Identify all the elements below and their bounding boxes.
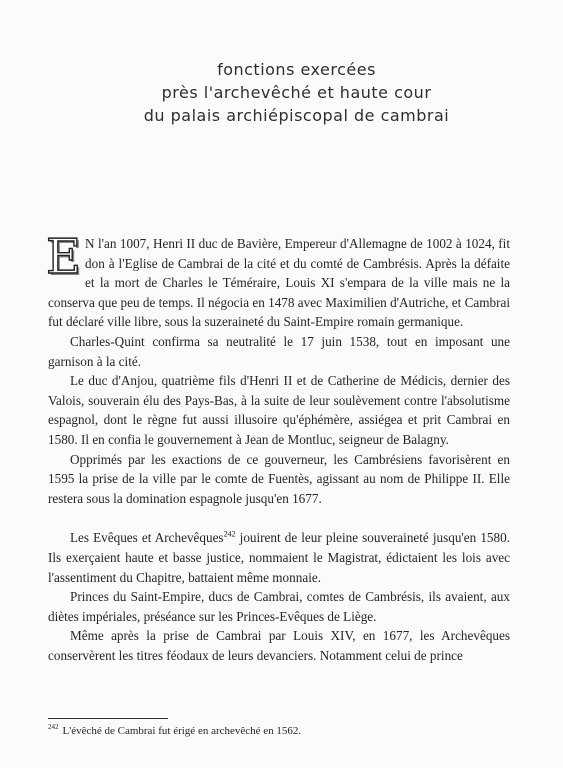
- paragraph-2: Charles-Quint confirma sa neutralité le 17 juin 1538, tout en imposant une garnison à la cité.: [48, 333, 510, 369]
- footnote-reference[interactable]: 242: [223, 529, 236, 539]
- chapter-title-line-2: près l'archevêché et haute cour: [161, 83, 432, 102]
- footnote-divider: [48, 718, 168, 719]
- footnote: [48, 724, 518, 738]
- paragraph-1: [46, 229, 510, 332]
- paragraph-5-text-after: jouirent de leur pleine souveraineté jusqu'en 1580. Ils exerçaient haute et basse justice, nommaient le Magistrat, édictaient les lois avec l'assentiment du Chapitre, battaient même monnaie.: [48, 530, 511, 585]
- paragraph-1-text: N l'an 1007, Henri II duc de Bavière, Empereur d'Allemagne de 1002 à 1024, fit don à l'Eglise de Cambrai de la cité et du comté de Cambrésis. Après la défaite et la mort de Charles le Téméraire, Louis XI s'empara de la ville mais ne la conserva que peu de temps. Il négocia en 1478 avec Maximilien d'Autriche, et Cambrai fut déclaré ville libre, sous la suzeraineté du Saint-Empire romain germanique.: [48, 236, 510, 330]
- paragraph-4: Opprimés par les exactions de ce gouverneur, les Cambrésiens favorisèrent en 1595 la prise de la ville par le comte de Fuentès, agissant au nom de Philippe II. Elle restera sous la domination espagnole jusqu'en 1677.: [48, 451, 510, 506]
- footnote-number: 242: [48, 723, 59, 732]
- paragraph-5-text-before: Les Evêques et Archevêques: [70, 530, 224, 546]
- chapter-title-line-1: fonctions exercées: [217, 60, 376, 79]
- paragraph-5: [48, 528, 510, 587]
- footnote-text: L'évêché de Cambrai fut érigé en archevêché en 1562.: [62, 725, 302, 737]
- body-text: [46, 229, 511, 665]
- chapter-title: [60, 58, 533, 127]
- paragraph-7: Même après la prise de Cambrai par Louis XIV, en 1677, les Archevêques conservèrent les titres féodaux de leurs devanciers. Notamment celui de prince: [48, 628, 510, 663]
- chapter-title-line-3: du palais archiépiscopal de cambrai: [143, 106, 450, 125]
- paragraph-6: Princes du Saint-Empire, ducs de Cambrai, comtes de Cambrésis, ils avaient, aux diètes impériales, préséance sur les Princes-Evêques de Liège.: [48, 589, 510, 624]
- drop-cap-letter: E: [46, 229, 82, 285]
- paragraph-3: Le duc d'Anjou, quatrième fils d'Henri II et de Catherine de Médicis, dernier des Valois, souverain élu des Pays-Bas, à la suite de leur soulèvement contre l'absolutisme espagnol, dont le règne fut aussi illusoire qu'éphémère, assiégea et prit Cambrai en 1580. Il en confia le gouvernement à Jean de Montluc, seigneur de Balagny.: [48, 373, 510, 447]
- paragraph-gap: [48, 508, 510, 528]
